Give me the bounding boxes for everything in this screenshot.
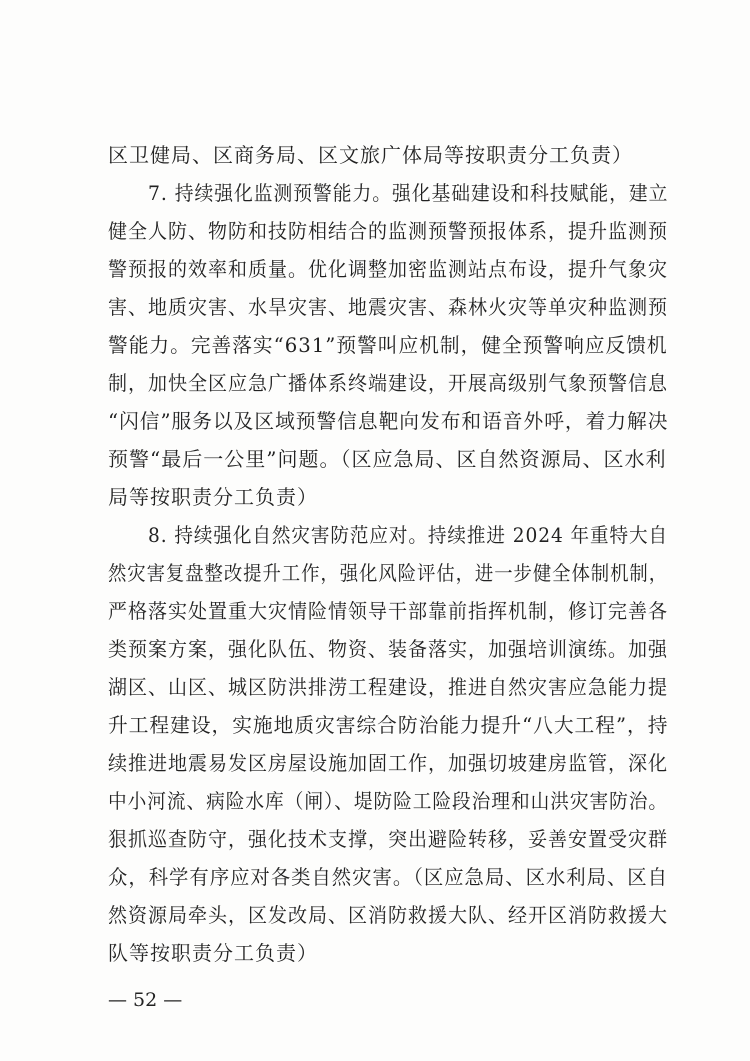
text-line: 害、地质灾害、水旱灾害、地震灾害、森林火灾等单灾种监测预: [108, 295, 668, 319]
text-line: 警能力。完善落实“631”预警叫应机制，健全预警响应反馈机: [108, 333, 668, 357]
text-line: 然灾害复盘整改提升工作，强化风险评估，进一步健全体制机制，: [108, 561, 668, 585]
section-heading-8: 8. 持续强化自然灾害防范应对。持续推进 2024 年重特大自: [148, 523, 669, 547]
text-line: 队等按职责分工负责）: [108, 941, 318, 965]
text-line: 升工程建设，实施地质灾害综合防治能力提升“八大工程”，持: [108, 713, 669, 737]
text-line: 狠抓巡查防守，强化技术支撑，突出避险转移，妥善安置受灾群: [108, 827, 668, 851]
text-line: 局等按职责分工负责）: [108, 485, 318, 509]
text-line: 区卫健局、区商务局、区文旅广体局等按职责分工负责）: [108, 143, 633, 167]
text-line: 众，科学有序应对各类自然灾害。（区应急局、区水利局、区自: [108, 865, 668, 889]
text-line: 类预案方案，强化队伍、物资、装备落实，加强培训演练。加强: [108, 637, 668, 661]
text-line: 严格落实处置重大灾情险情领导干部靠前指挥机制，修订完善各: [108, 599, 668, 623]
text-line: 健全人防、物防和技防相结合的监测预警预报体系，提升监测预: [108, 219, 668, 243]
text-line: 中小河流、病险水库（闸）、堤防险工险段治理和山洪灾害防治。: [108, 789, 668, 813]
text-line: 湖区、山区、城区防洪排涝工程建设，推进自然灾害应急能力提: [108, 675, 668, 699]
text-line: 警预报的效率和质量。优化调整加密监测站点布设，提升气象灾: [108, 257, 668, 281]
text-line: 制，加快全区应急广播体系终端建设，开展高级别气象预警信息: [108, 371, 668, 395]
section-heading-7: 7. 持续强化监测预警能力。强化基础建设和科技赋能，建立: [148, 181, 669, 205]
text-line: 续推进地震易发区房屋设施加固工作，加强切坡建房监管，深化: [108, 751, 668, 775]
text-line: 然资源局牵头，区发改局、区消防救援大队、经开区消防救援大: [108, 903, 668, 927]
text-line: 预警“最后一公里”问题。（区应急局、区自然资源局、区水利: [108, 447, 667, 471]
text-line: “闪信”服务以及区域预警信息靶向发布和语音外呼，着力解决: [108, 409, 669, 433]
page-number: — 52 —: [108, 989, 183, 1011]
